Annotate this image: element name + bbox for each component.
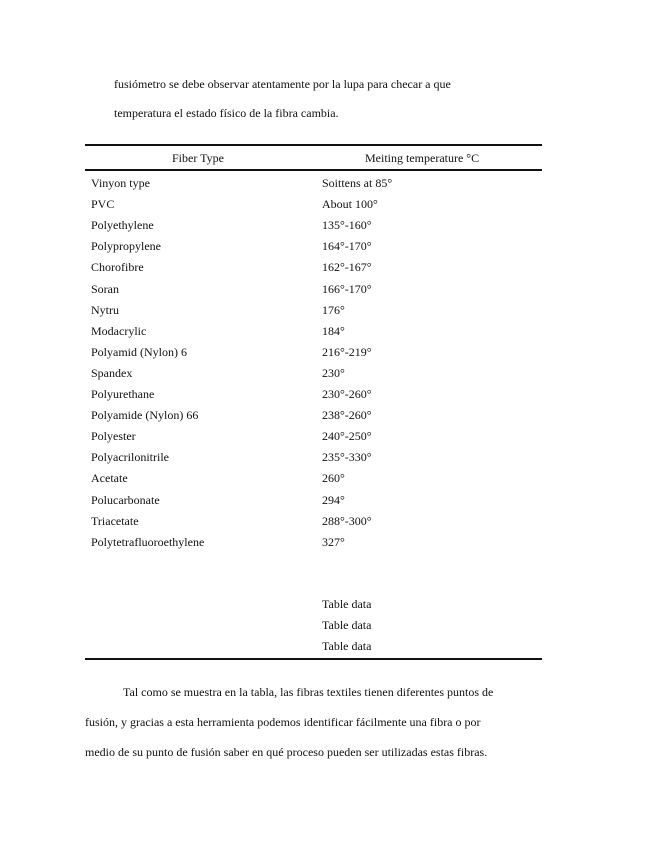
table-row [0, 367, 655, 388]
fiber-type-cell: Polyurethane [91, 387, 155, 401]
table-data-cell: Table data [322, 618, 372, 632]
melting-temp-cell: 135°-160° [322, 218, 372, 233]
table-row [0, 219, 655, 240]
melting-temp-cell: About 100° [322, 197, 378, 212]
fiber-type-cell: Spandex [91, 365, 133, 380]
melting-temp-cell: 166°-170° [322, 281, 372, 296]
table-row [0, 409, 655, 430]
table-row [0, 494, 655, 515]
closing-line-3: medio de su punto de fusión saber en qué proceso pueden ser utilizadas estas fibras. [85, 745, 488, 759]
melting-temp-cell: 230°-260° [322, 387, 372, 401]
table-top-rule [85, 144, 542, 146]
fiber-type-cell: Triacetate [91, 513, 139, 528]
table-row [0, 304, 655, 325]
table-row [0, 515, 655, 536]
table-data-cell: Table data [322, 639, 372, 653]
intro-line-1: fusiómetro se debe observar atentamente por la lupa para checar a que [114, 77, 451, 91]
melting-temp-cell: 184° [322, 323, 345, 338]
fiber-type-cell: Polytetrafluoroethylene [91, 534, 205, 549]
table-bottom-rule [85, 658, 542, 660]
table-row-extra [0, 619, 655, 640]
fiber-type-cell: Nytru [91, 302, 119, 317]
melting-temp-cell: 288°-300° [322, 513, 372, 528]
table-row [0, 430, 655, 451]
fiber-type-cell: Acetate [91, 471, 128, 486]
closing-line-2: fusión, y gracias a esta herramienta podemos identificar fácilmente una fibra o por [85, 715, 481, 729]
table-row-extra [0, 598, 655, 619]
table-row [0, 325, 655, 346]
fiber-type-cell: Vinyon type [91, 176, 150, 190]
melting-temp-cell: Soittens at 85° [322, 176, 393, 190]
table-row [0, 451, 655, 472]
melting-temp-cell: 230° [322, 365, 345, 380]
melting-temp-cell: 260° [322, 471, 345, 486]
table-row [0, 536, 655, 557]
fiber-type-cell: Chorofibre [91, 260, 144, 275]
intro-line-2: temperatura el estado físico de la fibra cambia. [114, 106, 339, 120]
fiber-type-cell: Polyamide (Nylon) 66 [91, 408, 199, 423]
table-row [0, 472, 655, 493]
table-row [0, 346, 655, 367]
melting-temp-cell: 162°-167° [322, 260, 372, 275]
fiber-type-cell: Polucarbonate [91, 492, 160, 507]
table-row [0, 198, 655, 219]
fiber-type-cell: Soran [91, 281, 119, 296]
table-header-rule [85, 169, 542, 171]
header-fiber-type: Fiber Type [172, 151, 224, 165]
melting-temp-cell: 216°-219° [322, 344, 372, 359]
melting-temp-cell: 327° [322, 534, 345, 549]
melting-temp-cell: 294° [322, 492, 345, 507]
table-row [0, 177, 655, 198]
melting-temp-cell: 164°-170° [322, 239, 372, 254]
closing-line-1: Tal como se muestra en la tabla, las fibras textiles tienen diferentes puntos de [123, 685, 494, 699]
header-melting-temp: Meiting temperature °C [365, 151, 480, 165]
fiber-type-cell: Polyamid (Nylon) 6 [91, 344, 187, 359]
table-row [0, 261, 655, 282]
melting-temp-cell: 238°-260° [322, 408, 372, 423]
fiber-type-cell: PVC [91, 197, 115, 212]
melting-temp-cell: 176° [322, 302, 345, 317]
fiber-type-cell: Polyethylene [91, 218, 154, 233]
fiber-type-cell: Polyacrilonitrile [91, 450, 169, 465]
fiber-type-cell: Polypropylene [91, 239, 161, 254]
fiber-type-cell: Polyester [91, 429, 136, 444]
table-row [0, 240, 655, 261]
melting-temp-cell: 240°-250° [322, 429, 372, 444]
table-data-cell: Table data [322, 597, 372, 611]
table-row [0, 388, 655, 409]
melting-temp-cell: 235°-330° [322, 450, 372, 465]
fiber-type-cell: Modacrylic [91, 323, 147, 338]
table-row [0, 283, 655, 304]
